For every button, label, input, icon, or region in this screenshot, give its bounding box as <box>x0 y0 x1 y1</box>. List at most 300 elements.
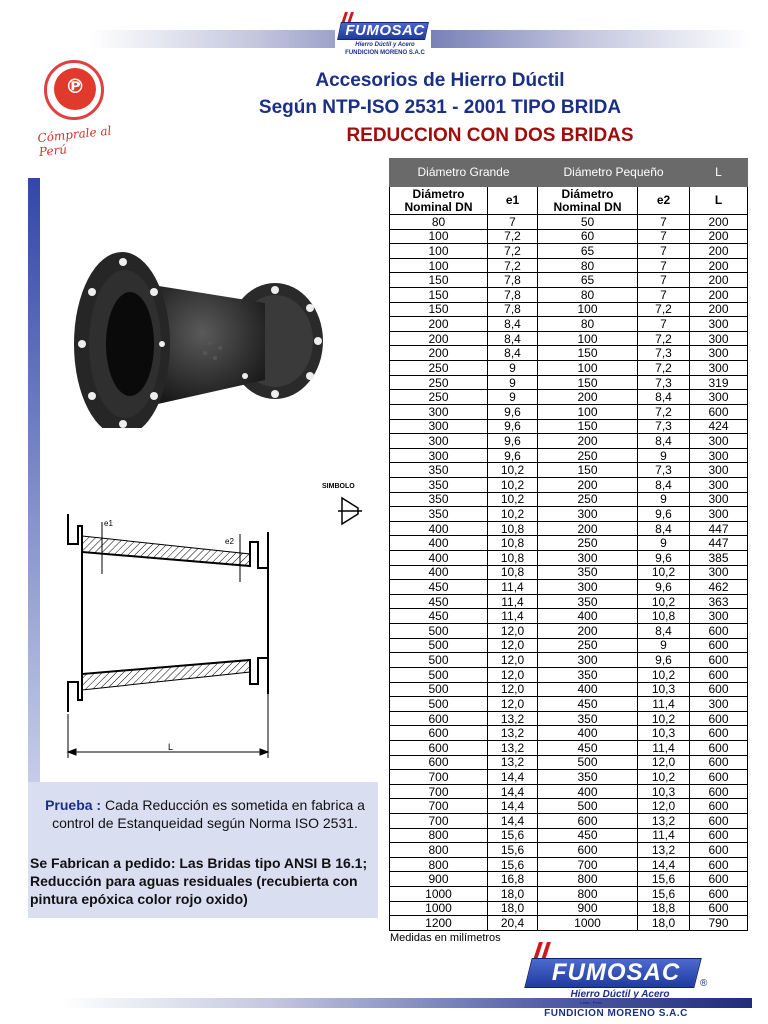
table-cell: 8,4 <box>488 331 538 346</box>
table-cell: 7,2 <box>638 302 690 317</box>
table-cell: 700 <box>538 857 638 872</box>
table-row <box>390 901 748 916</box>
table-cell: 7,2 <box>488 229 538 244</box>
table-cell: 13,2 <box>488 726 538 741</box>
dimensions-table-wrapper <box>389 158 747 931</box>
table-cell: 9,6 <box>488 434 538 449</box>
table-cell: 600 <box>690 682 748 697</box>
table-cell: 7,2 <box>638 361 690 376</box>
table-cell: 600 <box>538 843 638 858</box>
table-cell: 11,4 <box>488 580 538 595</box>
table-cell: 400 <box>390 536 488 551</box>
table-cell: 14,4 <box>488 813 538 828</box>
product-photo <box>70 248 330 428</box>
dimensions-table <box>389 158 748 931</box>
fabrican-note: Se Fabrican a pedido: Las Bridas tipo ANSI B 16.1; Reducción para aguas residuales (recubierta con pintura epóxica color rojo oxido) <box>30 855 368 907</box>
table-cell: 500 <box>390 624 488 639</box>
table-cell: 7,3 <box>638 463 690 478</box>
table-row <box>390 521 748 536</box>
table-cell: 400 <box>390 551 488 566</box>
table-cell: 300 <box>690 507 748 522</box>
table-cell: 18,8 <box>638 901 690 916</box>
technical-drawing <box>60 474 390 764</box>
table-cell: 350 <box>390 492 488 507</box>
table-cell: 9 <box>638 492 690 507</box>
table-cell: 319 <box>690 375 748 390</box>
table-cell: 7,2 <box>638 331 690 346</box>
table-cell: 8,4 <box>638 477 690 492</box>
symbol-label: SIMBOLO <box>322 483 355 490</box>
table-cell: 150 <box>538 346 638 361</box>
table-row <box>390 448 748 463</box>
table-cell: 300 <box>390 448 488 463</box>
table-row <box>390 813 748 828</box>
table-cell: 1000 <box>538 916 638 931</box>
length-label: L <box>168 742 174 752</box>
table-cell: 12,0 <box>638 799 690 814</box>
table-cell: 15,6 <box>638 872 690 887</box>
table-cell: 400 <box>390 521 488 536</box>
table-cell: 10,2 <box>638 667 690 682</box>
table-cell: 400 <box>538 609 638 624</box>
table-cell: 300 <box>538 551 638 566</box>
table-cell: 7,8 <box>488 302 538 317</box>
table-cell: 13,2 <box>488 711 538 726</box>
table-cell: 600 <box>690 770 748 785</box>
table-cell: 100 <box>390 229 488 244</box>
table-cell: 9,6 <box>638 551 690 566</box>
table-row <box>390 916 748 931</box>
table-cell: 600 <box>690 755 748 770</box>
table-cell: 400 <box>390 565 488 580</box>
page-subtitle: Según NTP-ISO 2531 - 2001 TIPO BRIDA <box>258 97 622 118</box>
e1-label: e1 <box>104 519 113 528</box>
table-cell: 12,0 <box>488 697 538 712</box>
table-cell: 350 <box>538 711 638 726</box>
registered-mark: ® <box>700 978 708 989</box>
table-cell: 10,2 <box>638 711 690 726</box>
table-cell: 600 <box>690 653 748 668</box>
col-e2: e2 <box>638 187 690 215</box>
table-cell: 9,6 <box>488 404 538 419</box>
table-cell: 10,8 <box>488 521 538 536</box>
table-cell: 200 <box>390 317 488 332</box>
table-cell: 300 <box>690 565 748 580</box>
table-row <box>390 507 748 522</box>
table-cell: 300 <box>690 317 748 332</box>
table-cell: 800 <box>538 887 638 902</box>
table-cell: 600 <box>690 624 748 639</box>
table-cell: 200 <box>538 477 638 492</box>
table-row <box>390 653 748 668</box>
table-cell: 600 <box>690 887 748 902</box>
table-cell: 100 <box>390 244 488 259</box>
table-cell: 300 <box>538 653 638 668</box>
table-cell: 250 <box>538 536 638 551</box>
table-cell: 9 <box>488 361 538 376</box>
table-cell: 50 <box>538 215 638 230</box>
table-cell: 10,8 <box>488 565 538 580</box>
table-cell: 11,4 <box>638 697 690 712</box>
table-cell: 12,0 <box>488 682 538 697</box>
units-footnote: Medidas en milímetros <box>390 932 501 944</box>
logo-brand: FUMOSAC <box>345 22 425 39</box>
compra-peru-logo: ℗ Cómprale al Perú <box>38 58 122 150</box>
table-cell: 200 <box>538 521 638 536</box>
table-cell: 12,0 <box>488 667 538 682</box>
table-cell: 300 <box>690 609 748 624</box>
table-cell: 600 <box>690 784 748 799</box>
table-cell: 500 <box>390 697 488 712</box>
table-cell: 200 <box>690 244 748 259</box>
table-cell: 300 <box>538 580 638 595</box>
table-row <box>390 288 748 303</box>
table-cell: 250 <box>538 448 638 463</box>
table-cell: 10,8 <box>638 609 690 624</box>
table-cell: 100 <box>538 331 638 346</box>
table-cell: 300 <box>390 404 488 419</box>
table-cell: 600 <box>690 872 748 887</box>
table-cell: 10,8 <box>488 551 538 566</box>
table-cell: 450 <box>538 697 638 712</box>
table-cell: 1000 <box>390 901 488 916</box>
table-cell: 1000 <box>390 887 488 902</box>
table-cell: 10,2 <box>638 770 690 785</box>
table-row <box>390 799 748 814</box>
side-accent-bar <box>28 178 40 782</box>
table-cell: 700 <box>390 784 488 799</box>
table-cell: 363 <box>690 594 748 609</box>
table-cell: 600 <box>690 843 748 858</box>
table-cell: 600 <box>690 799 748 814</box>
table-cell: 350 <box>538 594 638 609</box>
table-cell: 65 <box>538 273 638 288</box>
table-cell: 12,0 <box>638 755 690 770</box>
table-cell: 450 <box>538 828 638 843</box>
table-cell: 300 <box>690 361 748 376</box>
table-cell: 13,2 <box>638 843 690 858</box>
table-cell: 300 <box>690 463 748 478</box>
table-cell: 10,3 <box>638 784 690 799</box>
table-cell: 150 <box>390 288 488 303</box>
table-row <box>390 346 748 361</box>
table-cell: 250 <box>538 492 638 507</box>
table-cell: 10,2 <box>488 507 538 522</box>
table-row <box>390 361 748 376</box>
table-cell: 8,4 <box>638 521 690 536</box>
table-row <box>390 638 748 653</box>
table-cell: 600 <box>538 813 638 828</box>
table-cell: 9 <box>638 536 690 551</box>
table-cell: 250 <box>390 375 488 390</box>
table-cell: 350 <box>390 507 488 522</box>
table-cell: 10,2 <box>488 492 538 507</box>
table-cell: 7 <box>638 215 690 230</box>
reducer-symbol-icon <box>338 498 362 524</box>
col-e1: e1 <box>488 187 538 215</box>
table-row <box>390 375 748 390</box>
table-cell: 16,8 <box>488 872 538 887</box>
table-cell: 15,6 <box>488 843 538 858</box>
table-cell: 80 <box>538 317 638 332</box>
table-row <box>390 229 748 244</box>
table-row <box>390 565 748 580</box>
col-dn-small: Diámetro Nominal DN <box>538 187 638 215</box>
table-cell: 350 <box>390 477 488 492</box>
table-cell: 18,0 <box>488 887 538 902</box>
table-row <box>390 770 748 785</box>
table-cell: 500 <box>390 667 488 682</box>
fumosac-logo <box>335 12 431 62</box>
table-cell: 7 <box>638 317 690 332</box>
table-cell: 600 <box>690 711 748 726</box>
table-cell: 350 <box>538 565 638 580</box>
table-cell: 18,0 <box>638 916 690 931</box>
table-row <box>390 667 748 682</box>
table-cell: 200 <box>690 215 748 230</box>
table-cell: 600 <box>390 711 488 726</box>
table-cell: 9,6 <box>638 580 690 595</box>
table-cell: 500 <box>390 653 488 668</box>
table-cell: 400 <box>538 682 638 697</box>
table-cell: 150 <box>390 302 488 317</box>
prueba-label: Prueba : <box>45 797 102 813</box>
table-cell: 800 <box>390 843 488 858</box>
table-cell: 100 <box>538 361 638 376</box>
table-cell: 18,0 <box>488 901 538 916</box>
page-title: Accesorios de Hierro Dúctil <box>315 70 565 91</box>
table-cell: 300 <box>390 434 488 449</box>
table-cell: 600 <box>690 857 748 872</box>
table-cell: 600 <box>690 901 748 916</box>
table-cell: 14,4 <box>488 799 538 814</box>
table-row <box>390 580 748 595</box>
table-row <box>390 404 748 419</box>
table-cell: 10,2 <box>638 594 690 609</box>
table-cell: 700 <box>390 813 488 828</box>
table-cell: 8,4 <box>488 346 538 361</box>
table-row <box>390 419 748 434</box>
table-cell: 500 <box>390 682 488 697</box>
table-row <box>390 887 748 902</box>
table-cell: 100 <box>390 258 488 273</box>
header-length: L <box>690 159 748 187</box>
table-cell: 300 <box>538 507 638 522</box>
table-cell: 450 <box>390 594 488 609</box>
table-cell: 600 <box>390 755 488 770</box>
table-cell: 250 <box>390 361 488 376</box>
table-row <box>390 273 748 288</box>
table-cell: 600 <box>690 740 748 755</box>
table-cell: 300 <box>390 419 488 434</box>
table-cell: 10,2 <box>488 477 538 492</box>
table-cell: 200 <box>390 346 488 361</box>
logo-sub2: FUNDICION MORENO S.A.C <box>345 50 425 56</box>
table-cell: 7,3 <box>638 419 690 434</box>
table-cell: 900 <box>390 872 488 887</box>
table-row <box>390 331 748 346</box>
table-cell: 7 <box>638 244 690 259</box>
table-cell: 200 <box>538 390 638 405</box>
table-row <box>390 244 748 259</box>
table-cell: 9 <box>488 390 538 405</box>
table-cell: 15,6 <box>638 887 690 902</box>
table-cell: 447 <box>690 536 748 551</box>
table-row <box>390 726 748 741</box>
table-cell: 8,4 <box>638 624 690 639</box>
table-cell: 400 <box>538 784 638 799</box>
table-cell: 80 <box>538 288 638 303</box>
table-cell: 20,4 <box>488 916 538 931</box>
table-cell: 7 <box>488 215 538 230</box>
table-cell: 385 <box>690 551 748 566</box>
table-cell: 300 <box>690 492 748 507</box>
table-cell: 450 <box>390 609 488 624</box>
table-cell: 7,2 <box>488 244 538 259</box>
table-cell: 80 <box>538 258 638 273</box>
table-row <box>390 697 748 712</box>
header-large-diameter: Diámetro Grande <box>390 159 538 187</box>
table-cell: 350 <box>390 463 488 478</box>
table-cell: 12,0 <box>488 653 538 668</box>
e2-label: e2 <box>225 537 234 546</box>
table-cell: 150 <box>538 463 638 478</box>
prueba-text: Cada Reducción es sometida en fabrica a control de Estanqueidad según Norma ISO 2531. <box>52 797 365 831</box>
table-cell: 200 <box>690 258 748 273</box>
table-cell: 200 <box>538 434 638 449</box>
table-cell: 600 <box>390 726 488 741</box>
table-cell: 10,8 <box>488 536 538 551</box>
table-cell: 11,4 <box>488 609 538 624</box>
table-cell: 900 <box>538 901 638 916</box>
table-cell: 7,3 <box>638 346 690 361</box>
table-cell: 7,2 <box>638 404 690 419</box>
table-cell: 200 <box>690 229 748 244</box>
table-cell: 7,3 <box>638 375 690 390</box>
footer-brand: FUMOSAC <box>551 959 681 986</box>
footer-sub2: Lima - Perú <box>580 1000 602 1005</box>
table-cell: 300 <box>690 448 748 463</box>
table-cell: 9 <box>638 448 690 463</box>
table-row <box>390 755 748 770</box>
table-row <box>390 477 748 492</box>
table-cell: 100 <box>538 302 638 317</box>
table-cell: 500 <box>538 799 638 814</box>
prueba-note <box>38 796 372 832</box>
table-row <box>390 624 748 639</box>
table-cell: 14,4 <box>488 784 538 799</box>
table-cell: 600 <box>390 740 488 755</box>
table-cell: 447 <box>690 521 748 536</box>
table-row <box>390 784 748 799</box>
table-cell: 500 <box>390 638 488 653</box>
table-row <box>390 317 748 332</box>
table-cell: 600 <box>690 638 748 653</box>
table-row <box>390 492 748 507</box>
table-cell: 60 <box>538 229 638 244</box>
table-row <box>390 302 748 317</box>
table-row <box>390 594 748 609</box>
header-small-diameter: Diámetro Pequeño <box>538 159 690 187</box>
table-cell: 250 <box>390 390 488 405</box>
table-body <box>390 215 748 931</box>
table-cell: 9,6 <box>488 419 538 434</box>
table-cell: 8,4 <box>638 390 690 405</box>
table-cell: 300 <box>690 331 748 346</box>
table-cell: 800 <box>390 857 488 872</box>
table-cell: 15,6 <box>488 828 538 843</box>
table-cell: 150 <box>538 419 638 434</box>
table-cell: 300 <box>690 434 748 449</box>
table-row <box>390 434 748 449</box>
table-cell: 9,6 <box>638 653 690 668</box>
table-cell: 800 <box>538 872 638 887</box>
table-cell: 200 <box>690 302 748 317</box>
table-row <box>390 872 748 887</box>
table-cell: 350 <box>538 770 638 785</box>
table-cell: 7,8 <box>488 273 538 288</box>
table-cell: 8,4 <box>638 434 690 449</box>
logo-sub1: Hierro Dúctil y Acero <box>355 42 415 48</box>
table-cell: 10,3 <box>638 726 690 741</box>
table-row <box>390 463 748 478</box>
table-cell: 9 <box>488 375 538 390</box>
table-cell: 11,4 <box>638 828 690 843</box>
table-cell: 300 <box>690 346 748 361</box>
table-cell: 600 <box>690 667 748 682</box>
table-row <box>390 682 748 697</box>
table-cell: 10,3 <box>638 682 690 697</box>
table-cell: 1200 <box>390 916 488 931</box>
table-cell: 7 <box>638 288 690 303</box>
col-l: L <box>690 187 748 215</box>
table-cell: 100 <box>538 404 638 419</box>
peru-slogan: Cómprale al Perú <box>36 123 112 160</box>
table-cell: 450 <box>390 580 488 595</box>
table-row <box>390 711 748 726</box>
table-cell: 9,6 <box>488 448 538 463</box>
table-cell: 7 <box>638 258 690 273</box>
table-cell: 500 <box>538 755 638 770</box>
table-cell: 12,0 <box>488 638 538 653</box>
product-title: REDUCCION CON DOS BRIDAS <box>346 125 634 146</box>
table-cell: 462 <box>690 580 748 595</box>
table-cell: 13,2 <box>488 755 538 770</box>
table-cell: 350 <box>538 667 638 682</box>
fumosac-footer-logo <box>520 940 710 1019</box>
table-cell: 150 <box>538 375 638 390</box>
table-cell: 790 <box>690 916 748 931</box>
table-cell: 450 <box>538 740 638 755</box>
footer-sub1: Hierro Dúctil y Acero <box>570 989 670 1000</box>
table-cell: 8,4 <box>488 317 538 332</box>
table-cell: 600 <box>690 828 748 843</box>
table-row <box>390 740 748 755</box>
table-cell: 9 <box>638 638 690 653</box>
table-cell: 65 <box>538 244 638 259</box>
table-cell: 300 <box>690 477 748 492</box>
table-row <box>390 258 748 273</box>
table-row <box>390 828 748 843</box>
table-cell: 13,2 <box>638 813 690 828</box>
table-cell: 14,4 <box>638 857 690 872</box>
table-row <box>390 609 748 624</box>
table-cell: 700 <box>390 799 488 814</box>
table-cell: 300 <box>690 697 748 712</box>
table-cell: 80 <box>390 215 488 230</box>
table-cell: 600 <box>690 813 748 828</box>
table-cell: 250 <box>538 638 638 653</box>
